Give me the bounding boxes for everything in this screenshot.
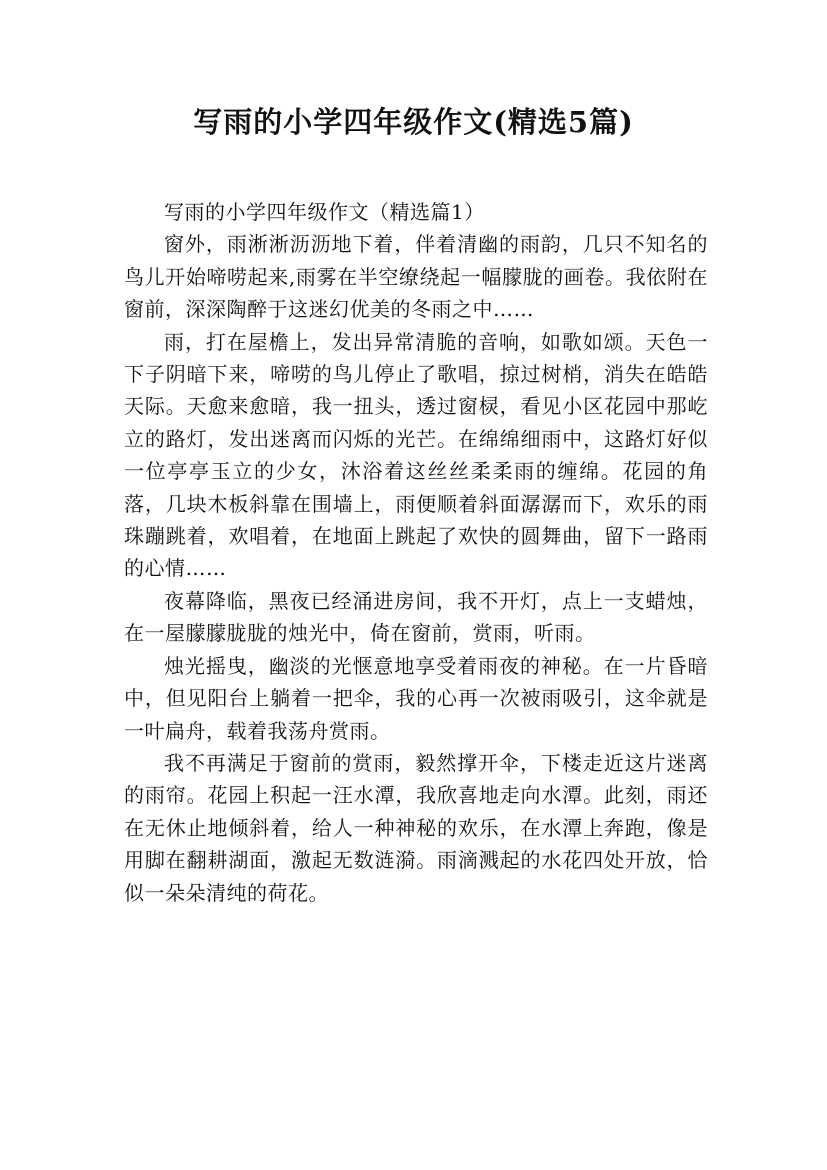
- paragraph: 雨，打在屋檐上，发出异常清脆的音响，如歌如颂。天色一下子阴暗下来，啼唠的鸟儿停止了歌唱，掠过树梢，消失在皓皓天际。天愈来愈暗，我一扭头，透过窗棂，看见小区花园中那屹立的路灯，发出迷离而闪烁的光芒。在绵绵细雨中，这路灯好似一位亭亭玉立的少女，沐浴着这丝丝柔柔雨的缠绵。花园的角落，几块木板斜靠在围墙上，雨便顺着斜面潺潺而下，欢乐的雨珠蹦跳着，欢唱着，在地面上跳起了欢快的圆舞曲，留下一路雨的心情……: [124, 329, 708, 581]
- paragraph: 夜幕降临，黑夜已经涌进房间，我不开灯，点上一支蜡烛，在一屋朦朦胧胧的烛光中，倚在窗前，赏雨，听雨。: [124, 588, 708, 646]
- document-title: 写雨的小学四年级作文(精选5篇): [193, 105, 634, 139]
- paragraph: 窗外，雨淅淅沥沥地下着，伴着清幽的雨韵，几只不知名的鸟儿开始啼唠起来,雨雾在半空缭绕起一幅朦胧的画卷。我依附在窗前，深深陶醉于这迷幻优美的冬雨之中……: [124, 232, 708, 322]
- section-heading: 写雨的小学四年级作文（精选篇1）: [164, 200, 485, 224]
- document-body: [124, 196, 708, 909]
- paragraph: 烛光摇曳，幽淡的光惬意地享受着雨夜的神秘。在一片昏暗中，但见阳台上躺着一把伞，我的心再一次被雨吸引，这伞就是一叶扁舟，载着我荡舟赏雨。: [124, 653, 708, 743]
- paragraph: 我不再满足于窗前的赏雨，毅然撑开伞，下楼走近这片迷离的雨帘。花园上积起一汪水潭，我欣喜地走向水潭。此刻，雨还在无休止地倾斜着，给人一种神秘的欢乐，在水潭上奔跑，像是用脚在翻耕湖面，激起无数涟漪。雨滴溅起的水花四处开放，恰似一朵朵清纯的荷花。: [124, 750, 708, 905]
